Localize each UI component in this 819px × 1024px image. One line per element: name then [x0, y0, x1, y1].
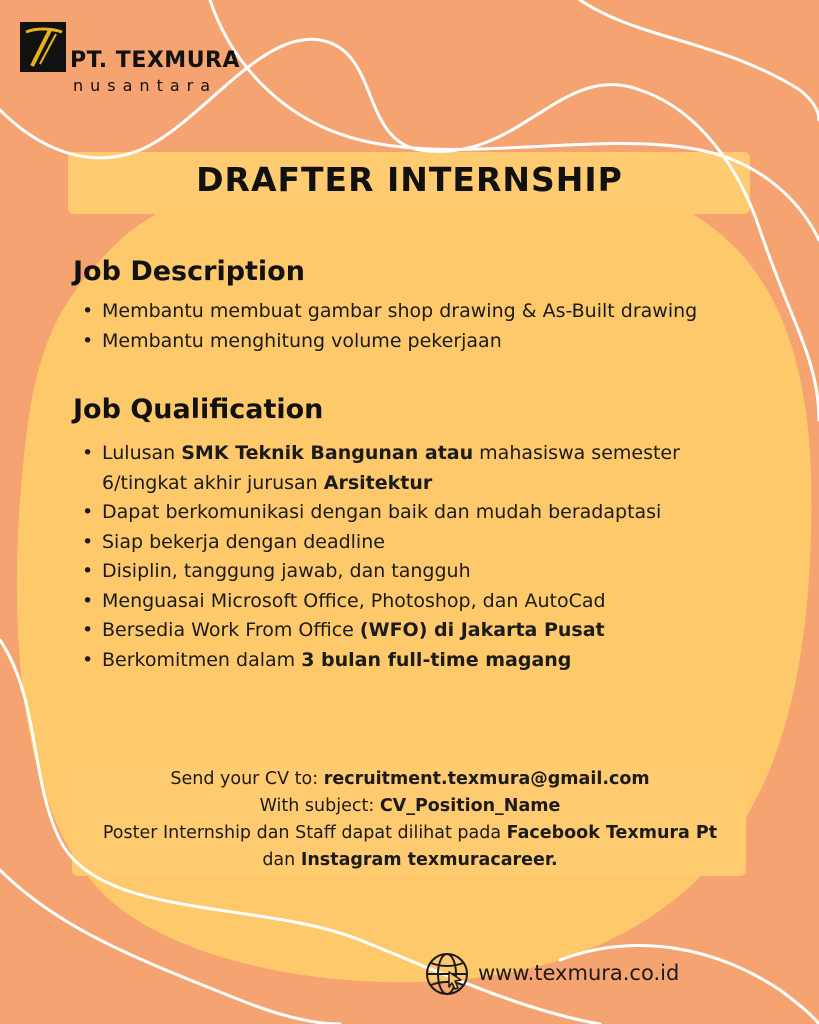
contact-line-subject	[70, 793, 750, 820]
list-item: • Menguasai Microsoft Office, Photoshop, dan AutoCad	[80, 587, 700, 617]
email-subject: CV_Position_Name	[379, 796, 561, 816]
facebook-link[interactable]: Facebook Texmura Pt	[506, 823, 718, 843]
list-item-bold: 3 bulan full-time magang	[301, 648, 572, 671]
list-item-text: mahasiswa semester 6/tingkat akhir jurusan	[102, 442, 680, 494]
job-description-list	[80, 297, 760, 356]
job-description-heading: Job Description	[73, 256, 305, 287]
job-qualification-list	[80, 439, 700, 675]
list-item: • Dapat berkomunikasi dengan baik dan mudah beradaptasi	[80, 498, 700, 528]
list-item-text: Bersedia Work From Office	[102, 619, 360, 641]
job-qualification-heading: Job Qualification	[73, 394, 324, 425]
contact-label: Poster Internship dan Staff dapat dilihat pada	[102, 823, 507, 843]
contact-line-facebook	[70, 820, 750, 847]
logo-mark-icon	[20, 22, 66, 72]
list-item-bold: (WFO) di Jakarta Pusat	[359, 619, 605, 641]
list-item	[80, 439, 700, 498]
list-item: • Membantu membuat gambar shop drawing & As-Built drawing	[80, 297, 760, 327]
contact-label: With subject:	[259, 796, 380, 816]
website-url[interactable]: www.texmura.co.id	[478, 961, 680, 985]
contact-line-email	[70, 766, 750, 793]
list-item: • Disiplin, tanggung jawab, dan tangguh	[80, 557, 700, 587]
contact-label: Send your CV to:	[170, 769, 324, 789]
list-item-bold: SMK Teknik Bangunan atau	[181, 442, 474, 464]
list-item: • Membantu menghitung volume pekerjaan	[80, 327, 760, 357]
list-item-text: Berkomitmen dalam	[102, 648, 302, 671]
list-item-text: Lulusan	[102, 442, 182, 464]
email-address[interactable]: recruitment.texmura@gmail.com	[323, 769, 650, 789]
contact-info	[70, 766, 750, 874]
company-subtitle: nusantara	[73, 76, 218, 95]
globe-cursor-icon	[423, 950, 471, 998]
list-item-bold: Arsitektur	[323, 471, 433, 494]
company-name: PT. TEXMURA	[70, 48, 241, 73]
list-item	[80, 616, 700, 646]
list-item	[80, 646, 700, 676]
contact-label: dan	[262, 850, 301, 870]
instagram-link[interactable]: Instagram texmuracareer.	[300, 850, 558, 870]
list-item: • Siap bekerja dengan deadline	[80, 528, 700, 558]
page-title: DRAFTER INTERNSHIP	[196, 160, 623, 199]
contact-line-instagram	[70, 847, 750, 874]
